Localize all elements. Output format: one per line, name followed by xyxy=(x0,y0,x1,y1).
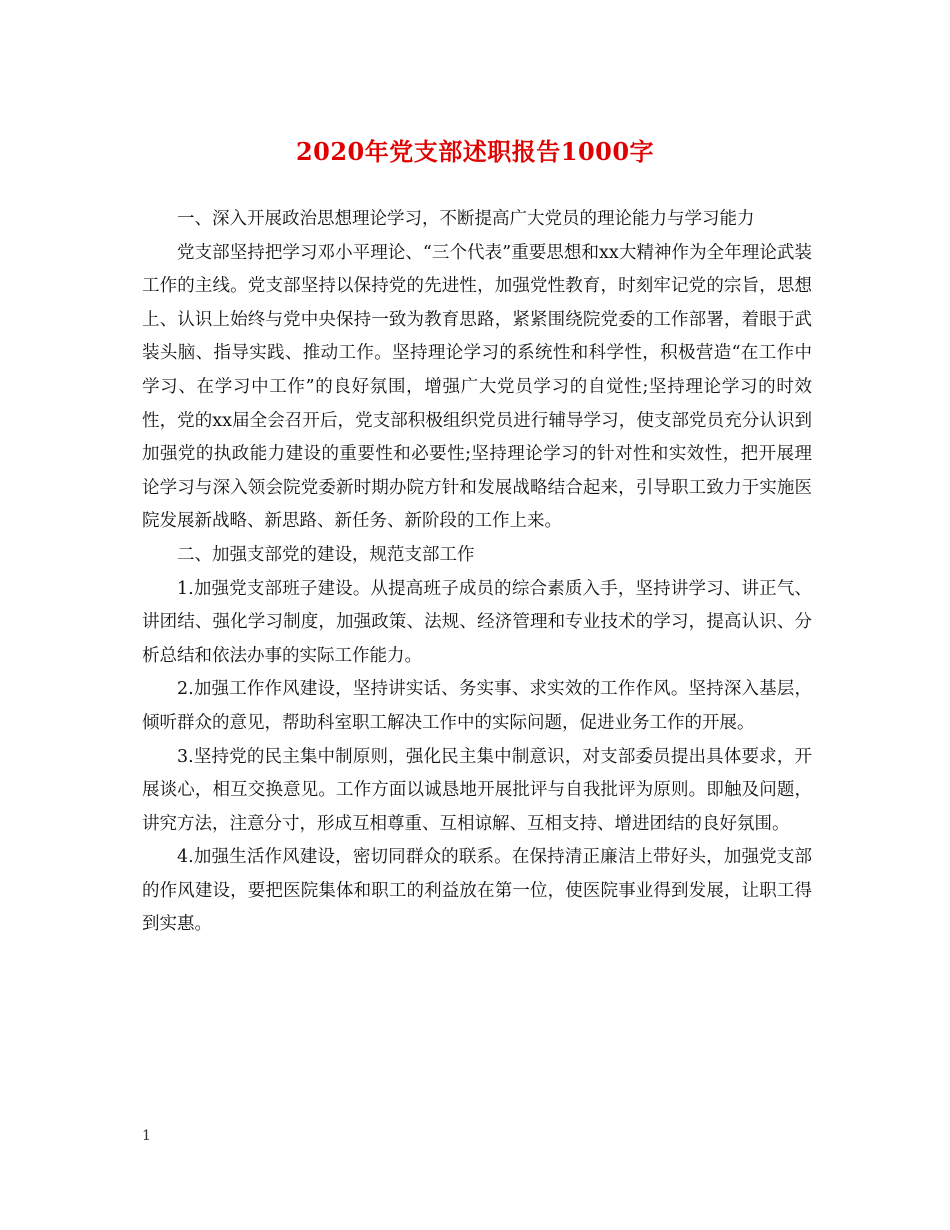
page-title: 2020年党支部述职报告1000字 xyxy=(295,137,655,166)
paragraph: 3.坚持党的民主集中制原则，强化民主集中制意识，对支部委员提出具体要求，开展谈心，相互交换意见。工作方面以诚恳地开展批评与自我批评为原则。即触及问题，讲究方法，注意分寸，形成互相尊重、互相谅解、互相支持、增进团结的良好氛围。 xyxy=(142,746,812,834)
document-body xyxy=(142,203,812,942)
paragraph: 1.加强党支部班子建设。从提高班子成员的综合素质入手，坚持讲学习、讲正气、讲团结、强化学习制度，加强政策、法规、经济管理和专业技术的学习，提高认识、分析总结和依法办事的实际工作能力。 xyxy=(142,578,812,666)
paragraph: 2.加强工作作风建设，坚持讲实话、务实事、求实效的工作作风。坚持深入基层，倾听群众的意见，帮助科室职工解决工作中的实际问题，促进业务工作的开展。 xyxy=(142,679,812,733)
paragraph: 党支部坚持把学习邓小平理论、“三个代表”重要思想和xx大精神作为全年理论武装工作的主线。党支部坚持以保持党的先进性，加强党性教育，时刻牢记党的宗旨，思想上、认识上始终与党中央保持一致为教育思路，紧紧围绕院党委的工作部署，着眼于武装头脑、指导实践、推动工作。坚持理论学习的系统性和科学性，积极营造“在工作中学习、在学习中工作”的良好氛围，增强广大党员学习的自觉性;坚持理论学习的时效性，党的xx届全会召开后，党支部积极组织党员进行辅导学习，使支部党员充分认识到加强党的执政能力建设的重要性和必要性;坚持理论学习的针对性和实效性，把开展理论学习与深入领会院党委新时期办院方针和发展战略结合起来，引导职工致力于实施医院发展新战略、新思路、新任务、新阶段的工作上来。 xyxy=(142,242,812,532)
section-heading: 一、深入开展政治思想理论学习，不断提高广大党员的理论能力与学习能力 xyxy=(177,209,755,229)
paragraph: 4.加强生活作风建设，密切同群众的联系。在保持清正廉洁上带好头，加强党支部的作风建设，要把医院集体和职工的利益放在第一位，使医院事业得到发展，让职工得到实惠。 xyxy=(142,847,812,935)
section-heading: 二、加强支部党的建设，规范支部工作 xyxy=(177,544,475,565)
page-number: 1 xyxy=(142,1128,151,1144)
